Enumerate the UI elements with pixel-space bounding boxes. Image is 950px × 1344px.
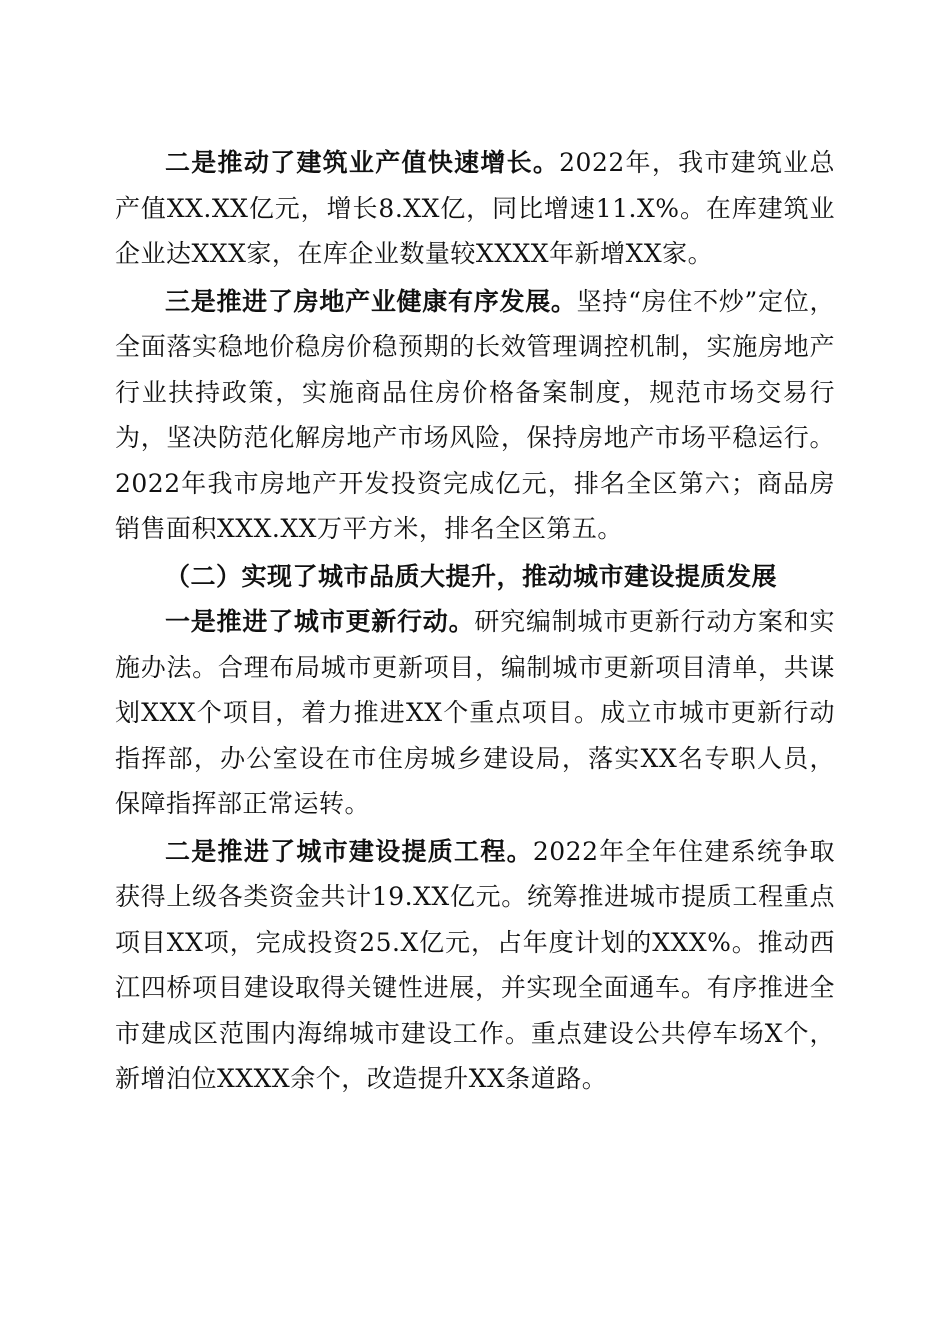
paragraph-text: 2022年全年住建系统争取获得上级各类资金共计19.XX亿元。统筹推进城市提质工程重点项目XX项，完成投资25.X亿元，占年度计划的XXX%。推动西江四桥项目建设取得关键性进展，并实现全面通车。有序推进全市建成区范围内海绵城市建设工作。重点建设公共停车场X个，新增泊位XXXX余个，改造提升XX条道路。 xyxy=(115,836,835,1093)
paragraph-real-estate xyxy=(115,279,835,552)
section-heading: （二）实现了城市品质大提升，推动城市建设提质发展 xyxy=(165,561,778,591)
paragraph-city-quality xyxy=(115,829,835,1102)
paragraph-lead: 三是推进了房地产业健康有序发展。 xyxy=(165,286,577,316)
paragraph-text: 研究编制城市更新行动方案和实施办法。合理布局城市更新项目，编制城市更新项目清单，共谋划XXX个项目，着力推进XX个重点项目。成立市城市更新行动指挥部，办公室设在市住房城乡建设局，落实XX名专职人员，保障指挥部正常运转。 xyxy=(115,607,835,818)
paragraph-construction-output xyxy=(115,140,835,277)
paragraph-lead: 二是推动了建筑业产值快速增长。 xyxy=(165,148,560,177)
paragraph-text: 坚持“房住不炒”定位，全面落实稳地价稳房价稳预期的长效管理调控机制，实施房地产行业扶持政策，实施商品住房价格备案制度，规范市场交易行为，坚决防范化解房地产市场风险，保持房地产市场平稳运行。2022年我市房地产开发投资完成亿元，排名全区第六；商品房销售面积XXX.XX万平方米，排名全区第五。 xyxy=(115,286,835,543)
paragraph-lead: 二是推进了城市建设提质工程。 xyxy=(165,836,533,866)
paragraph-urban-renewal xyxy=(115,599,835,827)
document-body xyxy=(115,140,835,1102)
paragraph-text: 2022年，我市建筑业总产值XX.XX亿元，增长8.XX亿，同比增速11.X%。在库建筑业企业达XXX家，在库企业数量较XXXX年新增XX家。 xyxy=(115,148,835,268)
paragraph-lead: 一是推进了城市更新行动。 xyxy=(165,607,475,636)
